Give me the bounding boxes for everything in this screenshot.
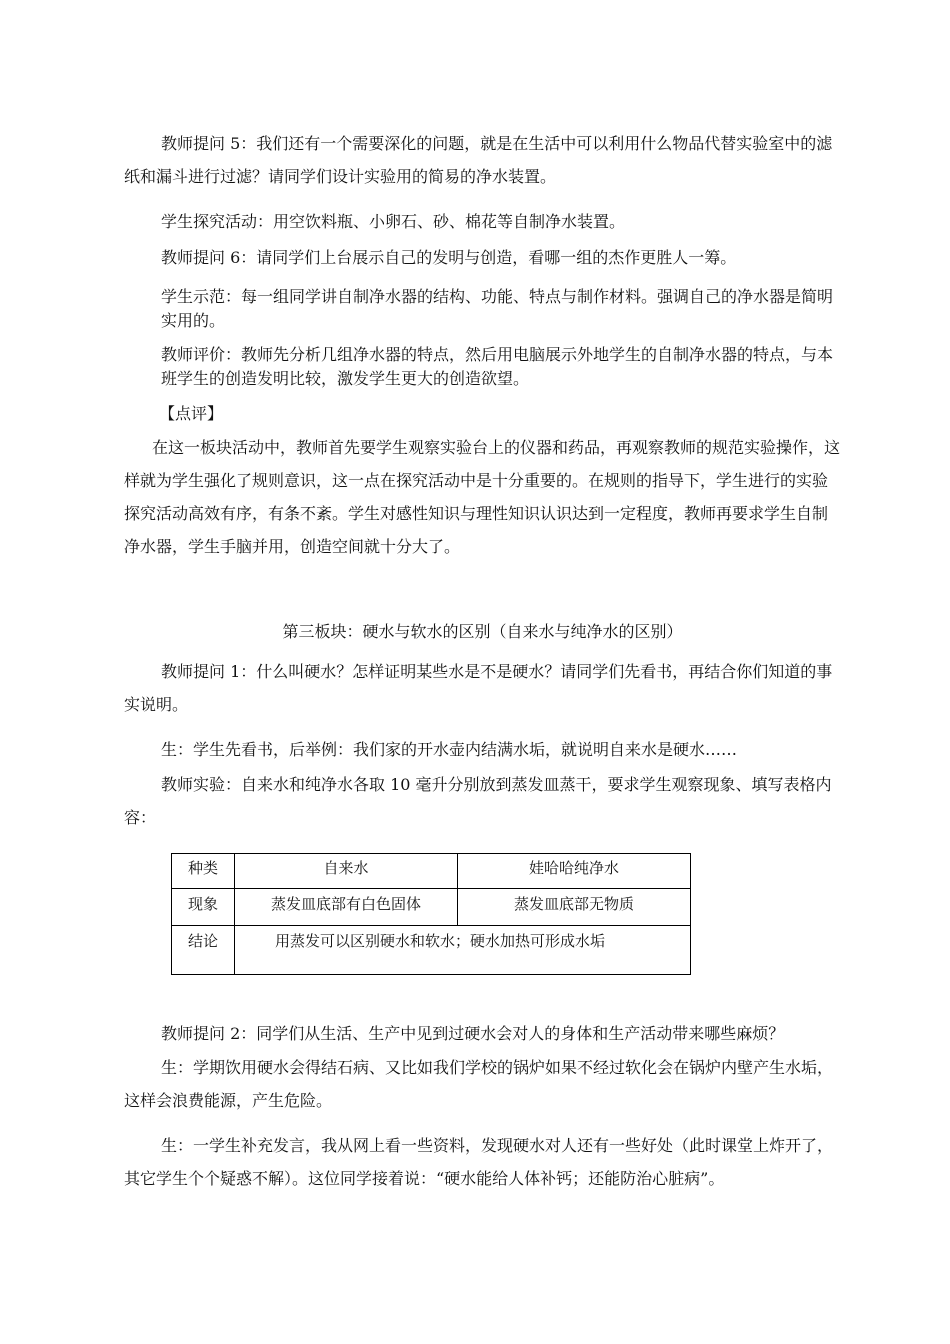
teacher-question-1: 教师提问 1：什么叫硬水？怎样证明某些水是不是硬水？请同学们先看书，再结合你们知道的事实说明。 [124,662,833,714]
comment-title: 【点评】 [159,404,224,423]
table-cell: 娃哈哈纯净水 [458,854,691,889]
student-answer-3: 生：一学生补充发言，我从网上看一些资料，发现硬水对人还有一些好处（此时课堂上炸开了，其它学生个个疑惑不解）。这位同学接着说：“硬水能给人体补钙；还能防治心脏病”。 [124,1136,834,1188]
teacher-question-5: 教师提问 5：我们还有一个需要深化的问题，就是在生活中可以利用什么物品代替实验室中的滤纸和漏斗进行过滤？请同学们设计实验用的简易的净水装置。 [124,134,833,186]
results-table [171,853,691,975]
teacher-question-6: 教师提问 6：请同学们上台展示自己的发明与创造，看哪一组的杰作更胜人一筹。 [161,248,737,267]
table-cell [235,926,691,975]
teacher-evaluation: 教师评价：教师先分析几组净水器的特点，然后用电脑展示外地学生的自制净水器的特点，与本班学生的创造发明比较，激发学生更大的创造欲望。 [161,345,834,388]
table-row [172,889,691,926]
table-cell: 现象 [172,889,235,926]
teacher-question-2: 教师提问 2：同学们从生活、生产中见到过硬水会对人的身体和生产活动带来哪些麻烦？ [161,1024,785,1043]
student-demo: 学生示范：每一组同学讲自制净水器的结构、功能、特点与制作材料。强调自己的净水器是简明实用的。 [161,287,834,330]
table-cell: 蒸发皿底部有白色固体 [235,889,458,926]
conclusion-text: 用蒸发可以区别硬水和软水；硬水加热可形成水垢 [275,932,606,950]
table-cell: 结论 [172,926,235,975]
student-answer-2: 生：学期饮用硬水会得结石病、又比如我们学校的锅炉如果不经过软化会在锅炉内壁产生水垢，这样会浪费能源，产生危险。 [124,1058,834,1110]
table-header-row [172,854,691,889]
table-cell: 自来水 [235,854,458,889]
table-cell: 种类 [172,854,235,889]
comment-body: 在这一板块活动中，教师首先要学生观察实验台上的仪器和药品，再观察教师的规范实验操作，这样就为学生强化了规则意识，这一点在探究活动中是十分重要的。在规则的指导下，学生进行的实验探究活动高效有序，有条不紊。学生对感性知识与理性知识认识达到一定程度，教师再要求学生自制净水器，学生手脑并用，创造空间就十分大了。 [124,438,841,556]
student-activity: 学生探究活动：用空饮料瓶、小卵石、砂、棉花等自制净水装置。 [161,212,626,231]
table-row [172,926,691,975]
section3-title: 第三板块：硬水与软水的区别（自来水与纯净水的区别） [282,622,683,641]
teacher-experiment: 教师实验：自来水和纯净水各取 10 毫升分别放到蒸发皿蒸干，要求学生观察现象、填写表格内容： [124,775,832,827]
student-answer-1: 生：学生先看书，后举例：我们家的开水壶内结满水垢，就说明自来水是硬水…… [161,740,738,759]
table-cell: 蒸发皿底部无物质 [458,889,691,926]
